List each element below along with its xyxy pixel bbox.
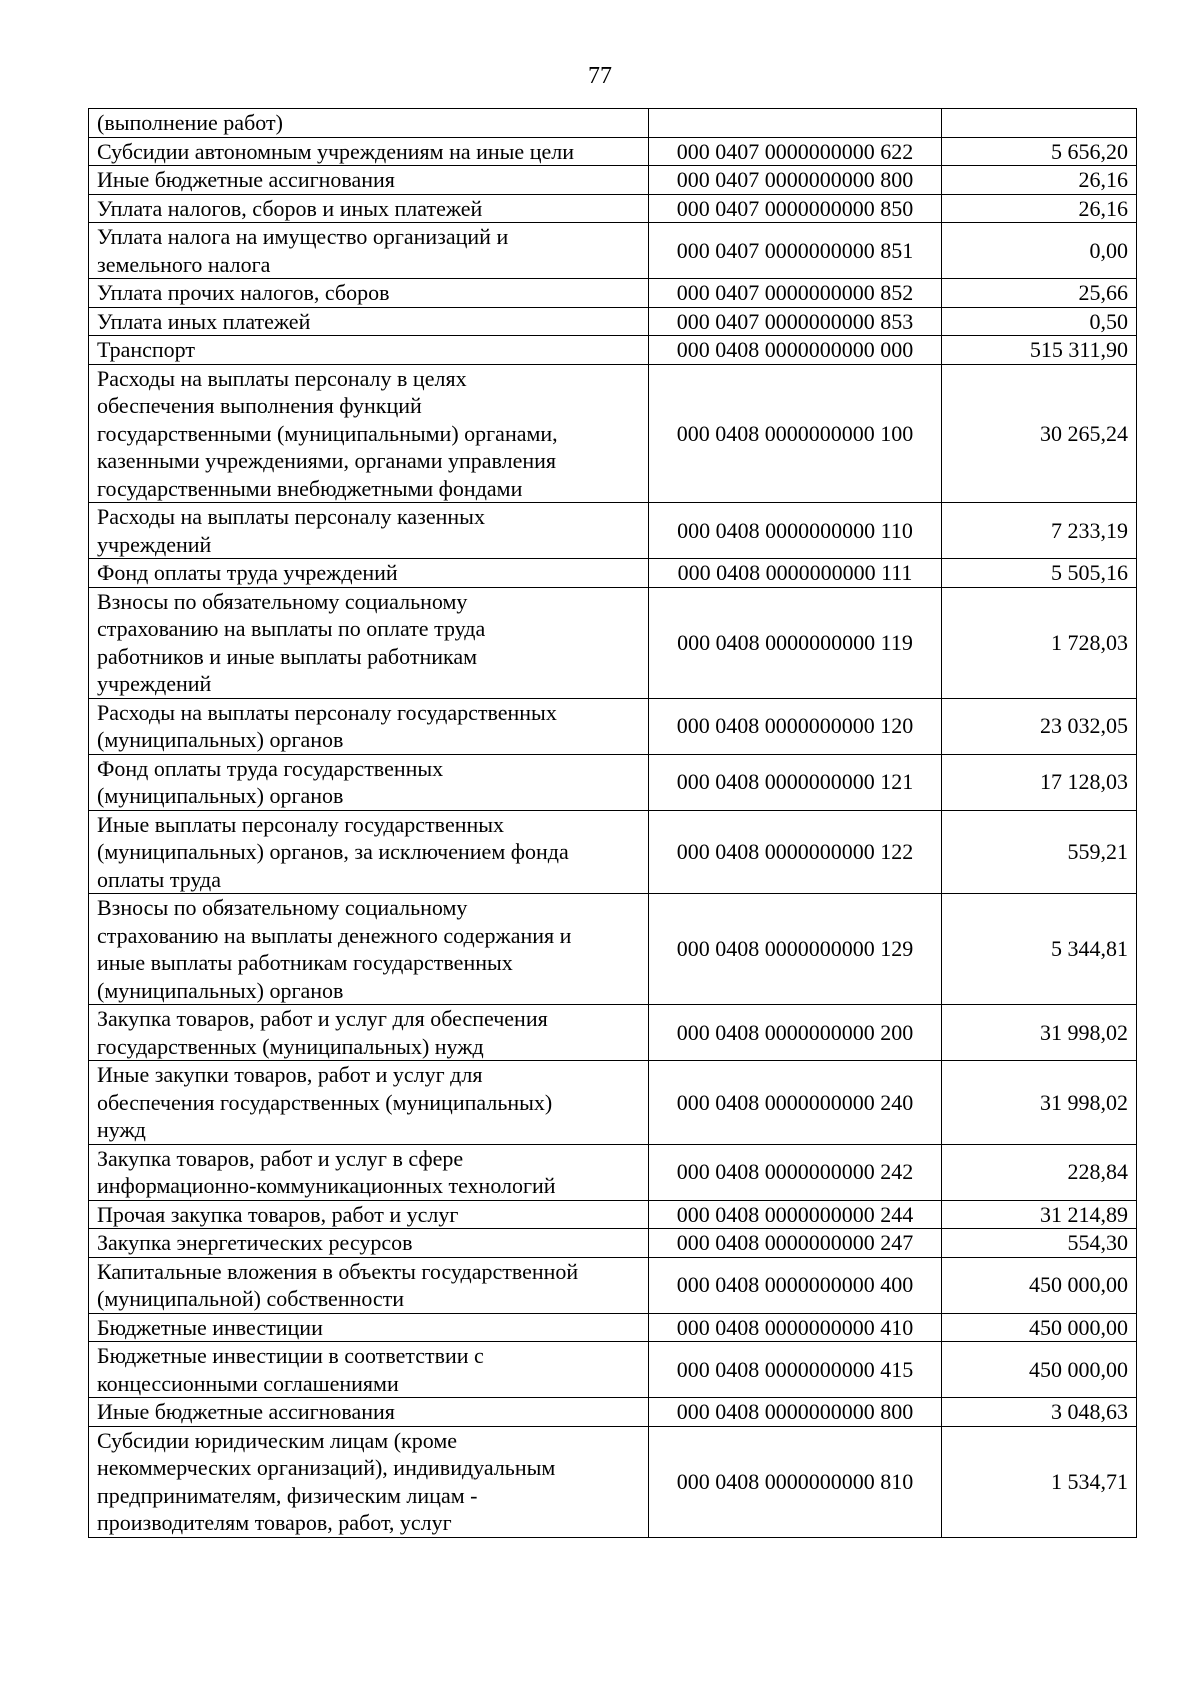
- budget-code-cell: 000 0408 0000000000 415: [649, 1342, 942, 1398]
- expense-name-line: Закупка энергетических ресурсов: [97, 1230, 413, 1255]
- amount-cell: 5 344,81: [942, 894, 1137, 1005]
- amount-cell: 3 048,63: [942, 1398, 1137, 1427]
- budget-code-cell: 000 0408 0000000000 111: [649, 559, 942, 588]
- expense-name-line: информационно-коммуникационных технологий: [97, 1173, 556, 1198]
- expense-name-line: Иные закупки товаров, работ и услуг для: [97, 1062, 483, 1087]
- amount-cell: 1 728,03: [942, 587, 1137, 698]
- expense-name-cell: [89, 109, 649, 138]
- expense-name-line: (муниципальной) собственности: [97, 1286, 405, 1311]
- expense-name-line: Закупка товаров, работ и услуг для обеспечения: [97, 1006, 548, 1031]
- amount-cell: 554,30: [942, 1229, 1137, 1258]
- table-row: [89, 1426, 1137, 1537]
- expense-name-cell: [89, 894, 649, 1005]
- expense-name-line: Бюджетные инвестиции в соответствии с: [97, 1343, 484, 1368]
- expense-name-line: (муниципальных) органов, за исключением фонда: [97, 839, 569, 864]
- expense-name-cell: [89, 279, 649, 308]
- expense-name-line: Иные бюджетные ассигнования: [97, 1399, 395, 1424]
- expense-name-line: (муниципальных) органов: [97, 783, 344, 808]
- budget-code-cell: 000 0407 0000000000 850: [649, 194, 942, 223]
- table-row: [89, 754, 1137, 810]
- table-row: [89, 194, 1137, 223]
- expense-name-cell: [89, 698, 649, 754]
- expense-name-line: Закупка товаров, работ и услуг в сфере: [97, 1145, 464, 1171]
- table-row: [89, 1313, 1137, 1342]
- table-row: [89, 587, 1137, 698]
- expense-name-line: обеспечения выполнения функций: [97, 393, 422, 418]
- amount-cell: 17 128,03: [942, 754, 1137, 810]
- expense-name-line: производителям товаров, работ, услуг: [97, 1510, 452, 1535]
- expense-name-line: концессионными соглашениями: [97, 1370, 399, 1396]
- expense-name-line: казенными учреждениями, органами управления: [97, 448, 557, 473]
- expense-name-line: Иные бюджетные ассигнования: [97, 167, 395, 192]
- expense-name-line: Взносы по обязательному социальному: [97, 895, 468, 920]
- table-row: [89, 1257, 1137, 1313]
- expense-name-cell: [89, 587, 649, 698]
- table-row: [89, 1144, 1137, 1200]
- expense-name-line: обеспечения государственных (муниципальных): [97, 1089, 553, 1115]
- expense-name-line: Взносы по обязательному социальному: [97, 588, 468, 614]
- expense-name-line: иные выплаты работникам государственных: [97, 950, 513, 975]
- table-row: [89, 1200, 1137, 1229]
- budget-code-cell: 000 0408 0000000000 242: [649, 1144, 942, 1200]
- budget-code-cell: 000 0407 0000000000 852: [649, 279, 942, 308]
- budget-code-cell: 000 0408 0000000000 200: [649, 1005, 942, 1061]
- expense-name-line: (муниципальных) органов: [97, 727, 344, 752]
- budget-code-cell: 000 0408 0000000000 120: [649, 698, 942, 754]
- amount-cell: 228,84: [942, 1144, 1137, 1200]
- expense-name-line: Субсидии автономным учреждениям на иные цели: [97, 138, 574, 164]
- table-row: [89, 698, 1137, 754]
- table-row: [89, 810, 1137, 894]
- table-row: [89, 559, 1137, 588]
- budget-code-cell: 000 0408 0000000000 000: [649, 336, 942, 365]
- budget-code-cell: 000 0408 0000000000 244: [649, 1200, 942, 1229]
- table-row: [89, 336, 1137, 365]
- table-row: [89, 166, 1137, 195]
- amount-cell: 7 233,19: [942, 503, 1137, 559]
- amount-cell: 26,16: [942, 194, 1137, 223]
- table-row: [89, 503, 1137, 559]
- expense-name-line: Расходы на выплаты персоналу казенных: [97, 504, 485, 529]
- table-row: [89, 1229, 1137, 1258]
- table-row: [89, 1342, 1137, 1398]
- table-row: [89, 1005, 1137, 1061]
- budget-code-cell: 000 0408 0000000000 400: [649, 1257, 942, 1313]
- budget-code-cell: 000 0408 0000000000 121: [649, 754, 942, 810]
- expense-name-line: нужд: [97, 1117, 146, 1142]
- expense-name-cell: [89, 364, 649, 503]
- expense-name-line: предпринимателям, физическим лицам -: [97, 1482, 478, 1508]
- expense-name-line: государственными (муниципальными) органами,: [97, 420, 558, 446]
- table-row: [89, 307, 1137, 336]
- amount-cell: 5 656,20: [942, 137, 1137, 166]
- table-row: [89, 1061, 1137, 1145]
- budget-code-cell: 000 0408 0000000000 119: [649, 587, 942, 698]
- expense-name-line: Иные выплаты персоналу государственных: [97, 811, 505, 837]
- amount-cell: 450 000,00: [942, 1342, 1137, 1398]
- expense-name-cell: [89, 503, 649, 559]
- table-row: [89, 279, 1137, 308]
- expense-name-cell: [89, 1342, 649, 1398]
- budget-code-cell: 000 0407 0000000000 622: [649, 137, 942, 166]
- expense-name-line: Расходы на выплаты персоналу государственных: [97, 699, 557, 725]
- budget-code-cell: 000 0408 0000000000 410: [649, 1313, 942, 1342]
- amount-cell: 25,66: [942, 279, 1137, 308]
- expense-name-line: страхованию на выплаты денежного содержания и: [97, 922, 572, 948]
- expense-name-line: страхованию на выплаты по оплате труда: [97, 616, 486, 641]
- amount-cell: [942, 109, 1137, 138]
- expense-name-line: работников и иные выплаты работникам: [97, 643, 478, 669]
- expense-name-cell: [89, 336, 649, 365]
- amount-cell: 26,16: [942, 166, 1137, 195]
- expense-name-line: государственных (муниципальных) нужд: [97, 1033, 484, 1059]
- budget-code-cell: 000 0408 0000000000 100: [649, 364, 942, 503]
- budget-code-cell: 000 0408 0000000000 129: [649, 894, 942, 1005]
- budget-code-cell: 000 0407 0000000000 800: [649, 166, 942, 195]
- amount-cell: 31 998,02: [942, 1005, 1137, 1061]
- expense-name-cell: [89, 223, 649, 279]
- expense-name-cell: [89, 166, 649, 195]
- expense-name-cell: [89, 1257, 649, 1313]
- expense-name-line: учреждений: [97, 671, 212, 696]
- expense-name-line: земельного налога: [97, 251, 271, 277]
- amount-cell: 30 265,24: [942, 364, 1137, 503]
- expense-name-line: (муниципальных) органов: [97, 977, 344, 1003]
- budget-table: [88, 108, 1137, 1538]
- budget-code-cell: 000 0408 0000000000 247: [649, 1229, 942, 1258]
- expense-name-line: Капитальные вложения в объекты государственной: [97, 1258, 579, 1284]
- expense-name-line: Фонд оплаты труда учреждений: [97, 560, 398, 585]
- expense-name-line: Бюджетные инвестиции: [97, 1314, 323, 1340]
- table-row: [89, 894, 1137, 1005]
- amount-cell: 1 534,71: [942, 1426, 1137, 1537]
- expense-name-cell: [89, 1005, 649, 1061]
- expense-name-cell: [89, 1144, 649, 1200]
- expense-name-line: Уплата налогов, сборов и иных платежей: [97, 195, 483, 221]
- amount-cell: 23 032,05: [942, 698, 1137, 754]
- budget-code-cell: 000 0408 0000000000 810: [649, 1426, 942, 1537]
- expense-name-cell: [89, 1313, 649, 1342]
- budget-code-cell: 000 0407 0000000000 851: [649, 223, 942, 279]
- expense-name-cell: [89, 1229, 649, 1258]
- table-row: [89, 364, 1137, 503]
- budget-table-body: [89, 109, 1137, 1538]
- expense-name-line: Субсидии юридическим лицам (кроме: [97, 1427, 458, 1453]
- expense-name-cell: [89, 137, 649, 166]
- table-row: [89, 1398, 1137, 1427]
- table-row: [89, 223, 1137, 279]
- amount-cell: 0,50: [942, 307, 1137, 336]
- expense-name-cell: [89, 307, 649, 336]
- budget-code-cell: 000 0407 0000000000 853: [649, 307, 942, 336]
- amount-cell: 450 000,00: [942, 1313, 1137, 1342]
- expense-name-line: некоммерческих организаций), индивидуальным: [97, 1455, 556, 1480]
- expense-name-cell: [89, 754, 649, 810]
- amount-cell: 0,00: [942, 223, 1137, 279]
- amount-cell: 515 311,90: [942, 336, 1137, 365]
- expense-name-cell: [89, 1061, 649, 1145]
- expense-name-cell: [89, 194, 649, 223]
- budget-code-cell: [649, 109, 942, 138]
- expense-name-line: (выполнение работ): [97, 110, 283, 135]
- table-row: [89, 137, 1137, 166]
- amount-cell: 5 505,16: [942, 559, 1137, 588]
- expense-name-cell: [89, 1398, 649, 1427]
- expense-name-line: учреждений: [97, 531, 212, 557]
- expense-name-cell: [89, 559, 649, 588]
- amount-cell: 450 000,00: [942, 1257, 1137, 1313]
- expense-name-cell: [89, 810, 649, 894]
- amount-cell: 559,21: [942, 810, 1137, 894]
- expense-name-line: Прочая закупка товаров, работ и услуг: [97, 1201, 459, 1227]
- expense-name-line: Уплата налога на имущество организаций и: [97, 224, 509, 249]
- expense-name-line: Расходы на выплаты персоналу в целях: [97, 365, 467, 391]
- amount-cell: 31 998,02: [942, 1061, 1137, 1145]
- expense-name-line: Уплата иных платежей: [97, 308, 311, 334]
- expense-name-line: Уплата прочих налогов, сборов: [97, 280, 390, 305]
- expense-name-cell: [89, 1200, 649, 1229]
- expense-name-line: Транспорт: [97, 337, 196, 362]
- budget-code-cell: 000 0408 0000000000 800: [649, 1398, 942, 1427]
- amount-cell: 31 214,89: [942, 1200, 1137, 1229]
- budget-code-cell: 000 0408 0000000000 110: [649, 503, 942, 559]
- expense-name-line: оплаты труда: [97, 866, 222, 892]
- expense-name-cell: [89, 1426, 649, 1537]
- budget-code-cell: 000 0408 0000000000 122: [649, 810, 942, 894]
- page-number: 77: [588, 63, 612, 89]
- expense-name-line: Фонд оплаты труда государственных: [97, 755, 444, 781]
- expense-name-line: государственными внебюджетными фондами: [97, 475, 523, 501]
- budget-code-cell: 000 0408 0000000000 240: [649, 1061, 942, 1145]
- table-row: [89, 109, 1137, 138]
